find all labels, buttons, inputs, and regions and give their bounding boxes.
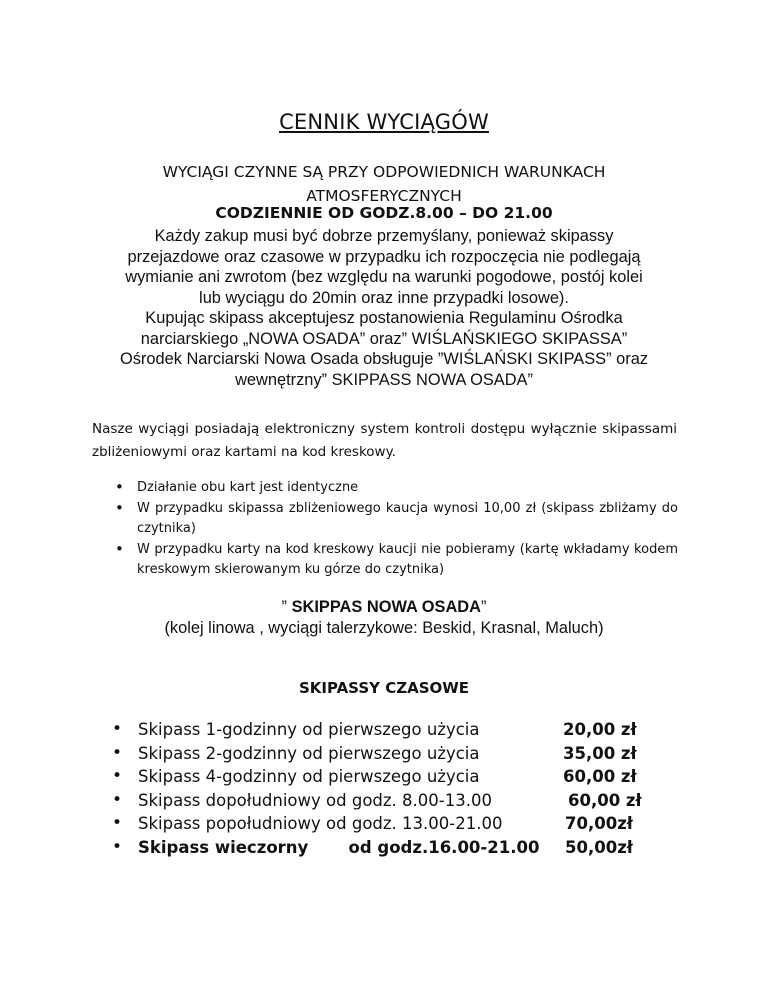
- rules-line: Każdy zakup musi być dobrze przemyślany, ponieważ skipassy: [154, 227, 614, 245]
- price-label: Skipass dopołudniowy od godz. 8.00-13.00: [138, 790, 492, 810]
- price-value: 50,00zł: [565, 837, 633, 857]
- bullet-icon: •: [115, 478, 124, 496]
- price-row: [112, 838, 672, 862]
- opening-hours: CODZIENNIE OD GODZ.8.00 – DO 21.00: [215, 204, 553, 222]
- document-title: CENNIK WYCIĄGÓW: [279, 110, 489, 134]
- bullet-icon: •: [112, 789, 123, 810]
- price-row: [112, 791, 672, 815]
- open-quote: ”: [281, 598, 292, 616]
- bullet-icon: •: [115, 498, 124, 517]
- rules-line: wewnętrzny” SKIPPASS NOWA OSADA”: [235, 370, 533, 389]
- bullet-icon: •: [112, 719, 123, 739]
- list-item-text: W przypadku karty na kod kreskowy kaucji nie pobieramy (kartę wkładamy kodem kreskowym skierowanym ku górze do czytnika): [137, 541, 678, 577]
- skippas-heading: [0, 597, 768, 618]
- rules-line: lub wyciągu do 20min oraz inne przypadki losowe).: [199, 288, 569, 307]
- bullet-icon: •: [112, 813, 123, 833]
- bullet-icon: •: [115, 539, 124, 558]
- bullet-icon: •: [112, 766, 123, 786]
- price-label: Skipass 2-godzinny od pierwszego użycia: [138, 743, 480, 763]
- price-row: [112, 814, 672, 838]
- list-item: [115, 499, 678, 540]
- price-value: 60,00 zł: [568, 790, 642, 810]
- price-label: Skipass 4-godzinny od pierwszego użycia: [138, 767, 480, 786]
- bullet-icon: •: [112, 836, 123, 857]
- list-item: [115, 540, 678, 581]
- rules-line: przejazdowe oraz czasowe w przypadku ich rozpoczęcia nie podlegają: [127, 247, 641, 266]
- price-value: 35,00 zł: [563, 743, 637, 763]
- list-item-text: W przypadku skipassa zbliżeniowego kaucja wynosi 10,00 zł (skipass zbliżamy do czytnika): [137, 500, 678, 536]
- card-info-list: [115, 478, 678, 581]
- rules-line: wymianie ani zwrotom (bez względu na warunki pogodowe, postój kolei: [125, 268, 643, 286]
- price-value: 70,00zł: [565, 814, 633, 833]
- price-row: [112, 720, 672, 744]
- bullet-icon: •: [112, 742, 123, 763]
- price-row: [112, 767, 672, 791]
- skippas-name: SKIPPAS NOWA OSADA: [291, 598, 481, 616]
- pricing-section-title: SKIPASSY CZASOWE: [298, 679, 470, 697]
- price-row: [112, 744, 672, 768]
- price-value: 20,00 zł: [563, 720, 637, 739]
- rules-line: narciarskiego „NOWA OSADA” oraz” WIŚLAŃSKIEGO SKIPASSA”: [140, 329, 628, 348]
- access-system-intro: Nasze wyciągi posiadają elektroniczny system kontroli dostępu wyłącznie skipassami zbliżeniowymi oraz kartami na kod kreskowy.: [92, 421, 677, 460]
- weather-warning: WYCIĄGI CZYNNE SĄ PRZY ODPOWIEDNICH WARUNKACH ATMOSFERYCZNYCH: [162, 163, 606, 205]
- price-label: Skipass popołudniowy od godz. 13.00-21.00: [138, 814, 503, 833]
- price-value: 60,00 zł: [563, 767, 637, 786]
- price-list: [112, 720, 672, 861]
- purchase-rules: [80, 226, 688, 390]
- rules-line: Ośrodek Narciarski Nowa Osada obsługuje ”WIŚLAŃSKI SKIPASS” oraz: [119, 350, 649, 368]
- price-label: Skipass wieczorny od godz.16.00-21.00: [138, 837, 540, 857]
- skippas-lifts: (kolej linowa , wyciągi talerzykowe: Beskid, Krasnal, Maluch): [164, 619, 604, 637]
- list-item: [115, 478, 678, 499]
- price-label: Skipass 1-godzinny od pierwszego użycia: [138, 720, 480, 739]
- list-item-text: Działanie obu kart jest identyczne: [137, 480, 359, 495]
- close-quote: ”: [480, 598, 487, 616]
- rules-line: Kupując skipass akceptujesz postanowienia Regulaminu Ośrodka: [145, 309, 623, 327]
